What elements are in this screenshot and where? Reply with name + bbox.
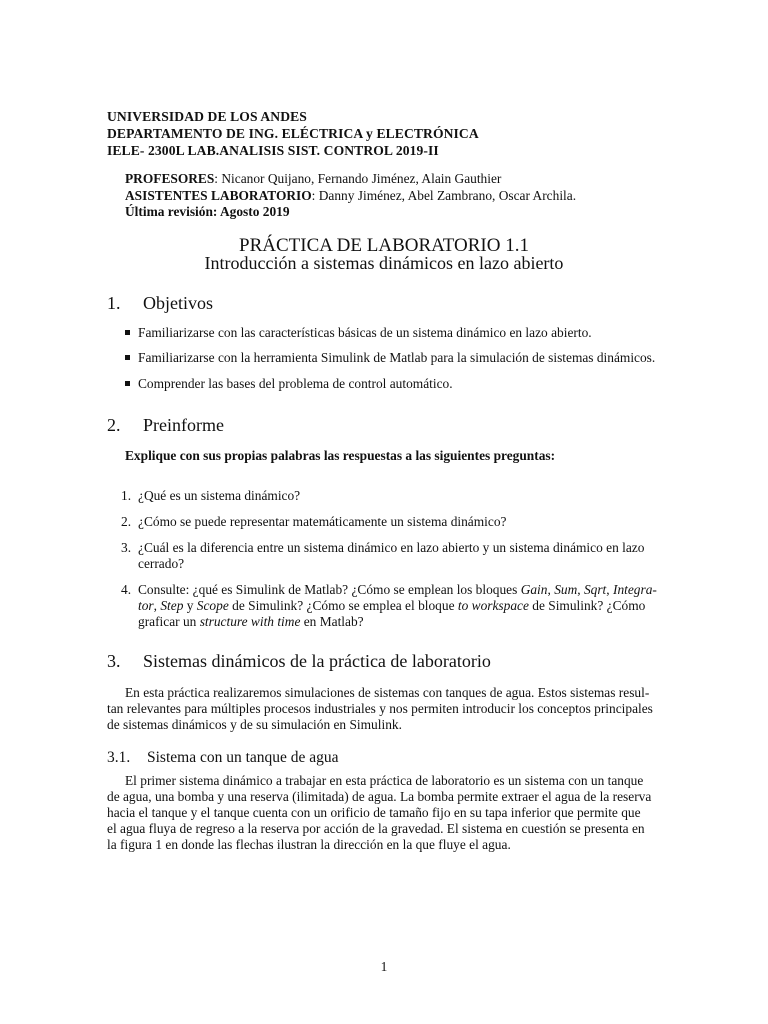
practice-subtitle: Introducción a sistemas dinámicos en lazo abierto	[204, 253, 564, 273]
block-name-gain: Gain	[520, 582, 548, 597]
paragraph-line: hacia el tanque y el tanque cuenta con un orificio de tamaño fijo en su tapa inferior que permite que	[107, 805, 641, 820]
question-text: ¿Cómo se puede representar matemáticamente un sistema dinámico?	[138, 514, 507, 529]
question-text: de Simulink? ¿Cómo	[528, 598, 646, 613]
objective-item	[125, 376, 453, 392]
paragraph-line: el agua fluya de regreso a la reserva por acción de la gravedad. El sistema en cuestión se presenta en	[107, 821, 645, 836]
subsection-number: 3.1.	[107, 749, 131, 766]
question-number: 3.	[121, 540, 132, 555]
question-number: 4.	[121, 582, 132, 597]
assistants-label: ASISTENTES LABORATORIO	[125, 188, 312, 203]
term-structure-with-time: structure with time	[199, 614, 301, 629]
objective-text: Familiarizarse con la herramienta Simulink de Matlab para la simulación de sistemas dinámicos.	[138, 350, 656, 365]
objective-text: Familiarizarse con las características básicas de un sistema dinámico en lazo abierto.	[138, 325, 592, 340]
section-title: Objetivos	[143, 293, 213, 313]
question-text-continued	[138, 614, 364, 630]
section-preinforme-heading	[107, 415, 224, 436]
question-text-continued	[138, 598, 645, 614]
professors-label: PROFESORES	[125, 171, 215, 186]
section-number: 1.	[107, 293, 121, 313]
question-text: en Matlab?	[300, 614, 364, 629]
separator: ,	[547, 582, 555, 597]
paragraph-line: de sistemas dinámicos y de su simulación en Simulink.	[107, 717, 402, 732]
question-number: 2.	[121, 514, 132, 529]
department-name: DEPARTAMENTO DE ING. ELÉCTRICA y ELECTRÓNICA	[107, 126, 479, 141]
paragraph-line: la figura 1 en donde las flechas ilustran la dirección en la que fluye el agua.	[107, 837, 511, 852]
page-number: 1	[380, 959, 388, 974]
question-text: ¿Cuál es la diferencia entre un sistema dinámico en lazo abierto y un sistema dinámico en lazo	[138, 540, 645, 555]
separator: ,	[606, 582, 613, 597]
university-name: UNIVERSIDAD DE LOS ANDES	[107, 109, 307, 124]
paragraph-line: En esta práctica realizaremos simulaciones de sistemas con tanques de agua. Estos sistemas resul-	[125, 685, 650, 700]
objective-item	[125, 350, 655, 366]
separator: ,	[153, 598, 161, 613]
question-number: 1.	[121, 488, 132, 503]
course-name: IELE- 2300L LAB.ANALISIS SIST. CONTROL 2019-II	[107, 143, 439, 158]
question-text: de Simulink? ¿Cómo se emplea el bloque	[228, 598, 458, 613]
section-title: Sistemas dinámicos de la práctica de laboratorio	[143, 651, 491, 671]
block-name-sqrt: Sqrt	[583, 582, 607, 597]
preinforme-instruction: Explique con sus propias palabras las respuestas a las siguientes preguntas:	[125, 448, 556, 463]
objective-item	[125, 325, 592, 341]
block-name-sum: Sum	[554, 582, 578, 597]
assistants-line	[125, 188, 576, 204]
question-text-continued: cerrado?	[138, 556, 185, 571]
paragraph-line: El primer sistema dinámico a trabajar en esta práctica de laboratorio es un sistema con un tanque	[125, 773, 644, 788]
professors-names: : Nicanor Quijano, Fernando Jiménez, Alain Gauthier	[214, 171, 502, 186]
subsection-title: Sistema con un tanque de agua	[147, 749, 339, 766]
section-number: 2.	[107, 415, 121, 435]
block-name-integrator: Integra-	[612, 582, 657, 597]
question-item	[121, 540, 644, 556]
practice-title: PRÁCTICA DE LABORATORIO 1.1	[239, 235, 529, 256]
question-text: ¿Qué es un sistema dinámico?	[138, 488, 301, 503]
professors-line	[125, 171, 501, 187]
assistants-names: : Danny Jiménez, Abel Zambrano, Oscar Archila.	[311, 188, 577, 203]
objective-text: Comprender las bases del problema de control automático.	[138, 376, 453, 391]
bullet-square-icon	[125, 381, 130, 386]
section-systems-heading	[107, 651, 491, 672]
block-name-to-workspace: to workspace	[457, 598, 529, 613]
question-text: graficar un	[138, 614, 200, 629]
separator: y	[183, 598, 197, 613]
section-number: 3.	[107, 651, 121, 671]
section-title: Preinforme	[143, 415, 224, 435]
question-item	[121, 514, 506, 530]
revision-date: Última revisión: Agosto 2019	[125, 204, 290, 219]
subsection-tank-heading	[107, 749, 339, 767]
bullet-square-icon	[125, 355, 130, 360]
block-name-integrator-continued: tor	[138, 598, 154, 613]
section-objectives-heading	[107, 293, 213, 314]
bullet-square-icon	[125, 330, 130, 335]
question-item	[121, 582, 657, 598]
question-item	[121, 488, 300, 504]
separator: ,	[577, 582, 584, 597]
question-text: Consulte: ¿qué es Simulink de Matlab? ¿Cómo se emplean los bloques	[138, 582, 521, 597]
paragraph-line: de agua, una bomba y una reserva (ilimitada) de agua. La bomba permite extraer el agua de la reserva	[107, 789, 652, 804]
block-name-step: Step	[160, 598, 184, 613]
paragraph-line: tan relevantes para múltiples procesos industriales y nos permiten introducir los conceptos principales	[107, 701, 653, 716]
block-name-scope: Scope	[196, 598, 229, 613]
